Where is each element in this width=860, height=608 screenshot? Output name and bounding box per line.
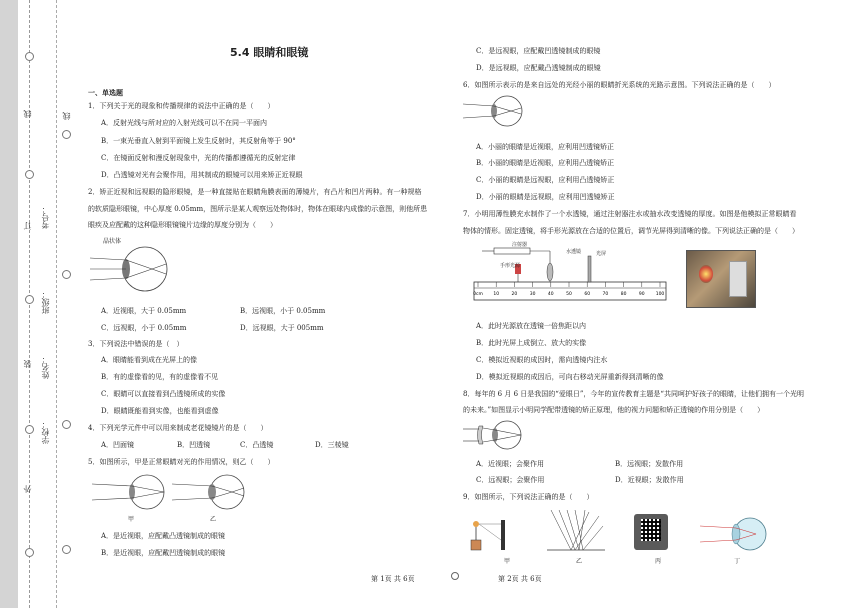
- q7-option-b: B．此时光屏上成倒立、放大的实像: [476, 339, 587, 347]
- ruler-tick-label: 90: [638, 292, 645, 297]
- inner-hole: [62, 270, 71, 279]
- ruler-tick-label: 20: [511, 292, 518, 297]
- section-heading: 一、单选题: [88, 88, 123, 97]
- q9-figure-bing: [634, 514, 668, 550]
- q6-option-d: D．小丽的眼睛是远视眼，应利用凹透镜矫正: [476, 193, 615, 201]
- question-6-stem: 6．如图所示表示的是来自远处的光经小丽的眼睛折光系统的光路示意图。下列说法正确的是（ ）: [463, 81, 776, 89]
- question-7-stem: 物体的情形。固定透镜，将手形光源放在合适的位置后，调节光屏得到清晰的像。下列说法正确的是（ ）: [463, 227, 799, 235]
- ruler-tick-label: 0cm: [473, 292, 483, 297]
- binding-gutter: [0, 0, 71, 608]
- question-5-stem: 5．如图所示，甲是正常眼睛对光的作用情况，则乙（ ）: [88, 458, 275, 466]
- q8-option-c: C．远视眼；会聚作用: [476, 476, 545, 484]
- q6-option-b: B．小丽的眼睛是近视眼，应利用凸透镜矫正: [476, 159, 615, 167]
- q4-option-d: D．三棱镜: [315, 441, 349, 449]
- q4-option-c: C．凸透镜: [240, 441, 274, 449]
- q3-option-d: D．眼睛既能看到实像，也能看到虚像: [101, 407, 219, 415]
- cut-line: [29, 0, 30, 608]
- q3-option-a: A．眼睛能看到成在光屏上的像: [101, 356, 198, 364]
- figure-caption-bing: 丙: [655, 558, 662, 565]
- q2-option-c: C．远视眼，小于 0.05mm: [101, 324, 187, 332]
- q5-option-a: A．是近视眼，应配戴凸透镜制成的眼镜: [101, 532, 226, 540]
- label-source: 手形光源: [500, 263, 521, 269]
- eye-diagram: [90, 244, 180, 294]
- q9-figure-yi: [545, 506, 607, 554]
- qr-code-icon: [641, 519, 661, 541]
- q3-option-b: B．有的虚像看的见，有的虚像看不见: [101, 373, 219, 381]
- gutter-band: [0, 0, 18, 608]
- q4-option-b: B．凹透镜: [177, 441, 211, 449]
- q5-option-d: D．是远视眼，应配戴凸透镜制成的眼镜: [476, 64, 601, 72]
- q8-eye-lens-diagram: [463, 418, 529, 452]
- q9-figure-jia: [463, 510, 525, 554]
- q8-option-a: A．近视眼；会聚作用: [476, 460, 545, 468]
- gutter-ding: 订: [23, 222, 32, 230]
- question-9-stem: 9．如图所示，下列说法正确的是（ ）: [463, 493, 594, 501]
- q8-option-d: D．近视眼；发散作用: [615, 476, 684, 484]
- gutter-inner-xian: 线: [62, 112, 71, 120]
- figure-caption-jia: 甲: [504, 558, 511, 565]
- ruler-tick-label: 50: [566, 292, 572, 297]
- apparatus-photo: [686, 250, 756, 308]
- label-water-lens: 水透镜: [566, 249, 582, 255]
- q3-option-c: C．眼睛可以直接看到凸透镜所成的实像: [101, 390, 226, 398]
- q6-option-a: A．小丽的眼睛是近视眼，应利用凹透镜矫正: [476, 143, 615, 151]
- screen-icon: [729, 261, 747, 297]
- binding-hole: [25, 425, 34, 434]
- q6-eye-diagram: [463, 94, 529, 128]
- gutter-zhuang: 装: [23, 360, 32, 368]
- binding-hole: [25, 548, 34, 557]
- q7-option-a: A．此时光源放在透镜一倍焦距以内: [476, 322, 587, 330]
- q2-option-d: D．远视眼，大于 005mm: [240, 324, 324, 332]
- q8-option-b: B．远视眼；发散作用: [615, 460, 684, 468]
- question-8-stem: 8．每年的 6 月 6 日是我国的“爱眼日”，今年的宣传教育主题是“共同呵护好孩子的眼睛，让他们拥有一个光明: [463, 390, 804, 398]
- normal-eye-diagram: [92, 472, 172, 512]
- q7-option-d: D．模拟近视眼的成因后，可向右移动光屏重新得到清晰的像: [476, 373, 664, 381]
- gutter-xuexiao: 学校：: [41, 420, 50, 444]
- gutter-xingming: 姓名：: [41, 355, 50, 379]
- question-2-stem: 2．矫正近视和远视眼的隐形眼镜，是一种直接贴在眼睛角膜表面的薄镜片，有凸片和凹片两种。有一种规格: [88, 188, 422, 196]
- ruler-tick-label: 100: [655, 292, 665, 297]
- figure-caption-ding: 丁: [734, 558, 741, 565]
- q9-figure-ding: [700, 512, 772, 556]
- question-3-stem: 3．下列说法中错误的是（ ）: [88, 340, 184, 348]
- q7-option-c: C．模拟近视眼的成因时，需向透镜内注水: [476, 356, 608, 364]
- cut-line-inner: [56, 0, 57, 608]
- gutter-banji: 班级：: [41, 290, 50, 314]
- q4-option-a: A．凹面镜: [101, 441, 135, 449]
- ruler-tick-label: 80: [620, 292, 627, 297]
- inner-hole: [62, 130, 71, 139]
- q5-option-c: C．是远视眼，应配戴凹透镜制成的眼镜: [476, 47, 601, 55]
- binding-hole: [25, 295, 34, 304]
- ruler-tick-label: 30: [529, 292, 536, 297]
- q2-option-a: A．近视眼，大于 0.05mm: [101, 307, 187, 315]
- ruler-tick-label: 40: [547, 292, 554, 297]
- q6-option-c: C．小丽的眼睛是远视眼，应利用凸透镜矫正: [476, 176, 615, 184]
- q1-option-a: A．反射光线与所对应的入射光线可以不在同一平面内: [101, 119, 268, 127]
- binding-hole: [25, 52, 34, 61]
- gutter-kaohao: 考号：: [41, 205, 50, 229]
- ruler-tick-label: 70: [602, 292, 609, 297]
- q1-option-c: C．在镜面反射和漫反射现象中，光的传播都遵循光的反射定律: [101, 154, 296, 162]
- figure-caption-yi: 乙: [576, 558, 583, 565]
- ruler-tick-label: 60: [584, 292, 591, 297]
- question-8-stem: 的未来。”如图显示小明同学配带透镜的矫正原理，他的视力问题和矫正透镜的作用分别是（ ）: [463, 406, 765, 414]
- gutter-xian: 线: [23, 110, 32, 118]
- binding-hole: [25, 170, 34, 179]
- page-separator-icon: [451, 572, 459, 580]
- question-1-stem: 1．下列关于光的现象和传播规律的说法中正确的是（ ）: [88, 102, 275, 110]
- question-2-stem: 的软质隐形眼镜，中心厚度 0.05mm，图所示是某人观察远处物体时，物体在眼球内成像的示意图，则他所患: [88, 205, 428, 213]
- figure-caption-yi: 乙: [210, 516, 217, 523]
- question-2-stem: 眼疾及应配戴的这种隐形眼镜镜片边缘的厚度分别为（ ）: [88, 221, 277, 229]
- q1-option-d: D．凸透镜对光有会聚作用，用其制成的眼镜可以用来矫正近视眼: [101, 171, 303, 179]
- inner-hole: [62, 545, 71, 554]
- page-title: 5.4 眼睛和眼镜: [230, 46, 309, 59]
- candle-flame-icon: [699, 265, 713, 283]
- ruler-tick-label: 10: [493, 292, 500, 297]
- q2-option-b: B．远视眼，小于 0.05mm: [240, 307, 326, 315]
- question-7-stem: 7．小明用薄性膜充水制作了一个水透镜，通过注射器注水或抽水改变透镜的厚度。如图是他模拟正常眼睛看: [463, 210, 797, 218]
- ruler-ticks: [473, 282, 664, 297]
- defect-eye-diagram: [172, 472, 252, 512]
- figure-caption-jia: 甲: [128, 516, 135, 523]
- question-4-stem: 4．下列光学元件中可以用来制成老花镜镜片的是（ ）: [88, 424, 268, 432]
- figure-label: 晶状体: [103, 238, 122, 245]
- label-syringe: 注射器: [512, 242, 528, 248]
- q1-option-b: B．一束光垂直入射到平面镜上发生反射时，其反射角等于 90°: [101, 137, 296, 145]
- page-number-left: 第 1页 共 6页: [371, 575, 415, 583]
- page-number-right: 第 2页 共 6页: [498, 575, 542, 583]
- q5-option-b: B．是近视眼，应配戴凹透镜制成的眼镜: [101, 549, 226, 557]
- label-screen: 光屏: [596, 251, 607, 257]
- gutter-wai: 外: [23, 485, 32, 493]
- inner-hole: [62, 420, 71, 429]
